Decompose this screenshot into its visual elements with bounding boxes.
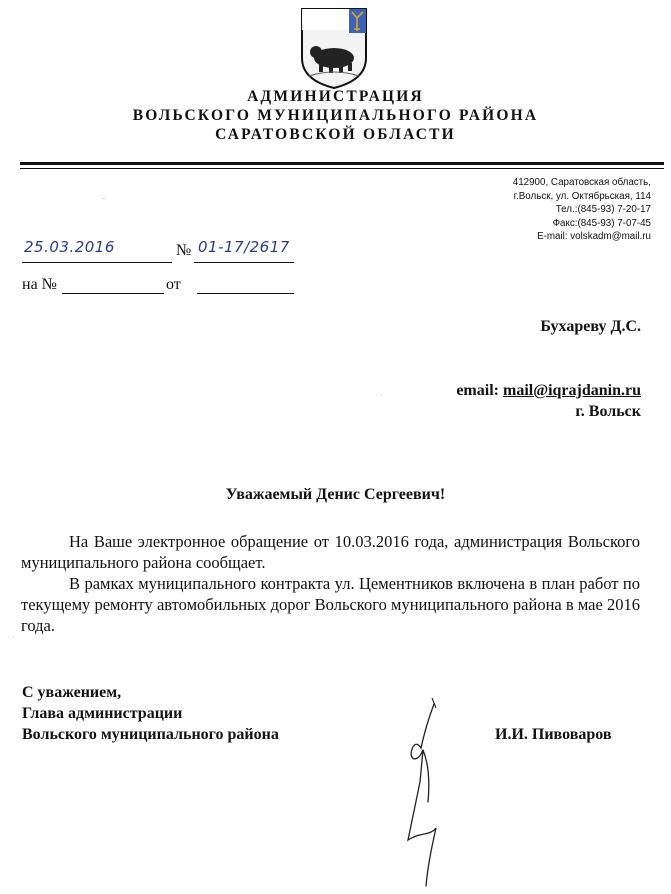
recipient-email-line <box>456 382 641 400</box>
recipient-email-link[interactable]: mail@iqrajdanin.ru <box>502 382 641 399</box>
signer-name: И.И. Пивоваров <box>495 726 612 743</box>
number-label: № <box>176 242 192 259</box>
recipient-name: Бухареву Д.С. <box>540 318 641 335</box>
scan-mark: ∙· <box>102 194 107 203</box>
date-field <box>22 240 172 263</box>
org-title-line2: ВОЛЬСКОГО МУНИЦИПАЛЬНОГО РАЙОНА <box>132 107 539 124</box>
recipient-city: г. Вольск <box>575 403 641 420</box>
body-paragraph: На Ваше электронное обращение от 10.03.2016 года, администрация Вольского муниципального района сообщает. <box>21 532 640 572</box>
signer-position-line2: Вольского муниципального района <box>22 726 279 743</box>
email-line: E-mail: volskadm@mail.ru <box>537 231 651 243</box>
coat-of-arms-icon <box>299 6 369 90</box>
scan-mark: · <box>12 633 15 642</box>
ref-from-label: от <box>166 276 181 293</box>
signer-position-line1: Глава администрации <box>22 705 183 722</box>
scan-mark: · <box>380 391 383 400</box>
fax-line: Факс:(845-93) 7-07-45 <box>552 217 651 229</box>
header-divider-thin <box>20 168 664 169</box>
org-title-line3: САРАТОВСКОЙ ОБЛАСТИ <box>215 126 456 143</box>
phone-line: Тел.:(845-93) 7-20-17 <box>555 204 651 216</box>
salutation: Уважаемый Денис Сергеевич! <box>225 486 446 503</box>
address-line: 412900, Саратовская область, <box>512 177 651 188</box>
ref-number-field <box>62 276 164 294</box>
closing: С уважением, <box>22 684 122 701</box>
ref-label: на № <box>22 276 57 293</box>
handwritten-signature <box>390 690 460 890</box>
address-line: г.Вольск, ул. Октябрьская, 114 <box>513 190 651 202</box>
number-field <box>194 240 294 263</box>
body-paragraph: В рамках муниципального контракта ул. Цементников включена в план работ по текущему ремонту автомобильных дорог Вольского муниципального района в мае 2016 года. <box>21 574 640 635</box>
ref-date-field <box>197 276 294 294</box>
number-handwritten: 01-17/2617 <box>198 238 290 256</box>
header-divider-thick <box>20 162 664 165</box>
date-handwritten: 25.03.2016 <box>24 238 115 256</box>
address-block <box>513 176 651 244</box>
email-label: email: <box>456 382 499 399</box>
letter-body <box>21 531 640 636</box>
org-title-line1: АДМИНИСТРАЦИЯ <box>247 88 424 105</box>
